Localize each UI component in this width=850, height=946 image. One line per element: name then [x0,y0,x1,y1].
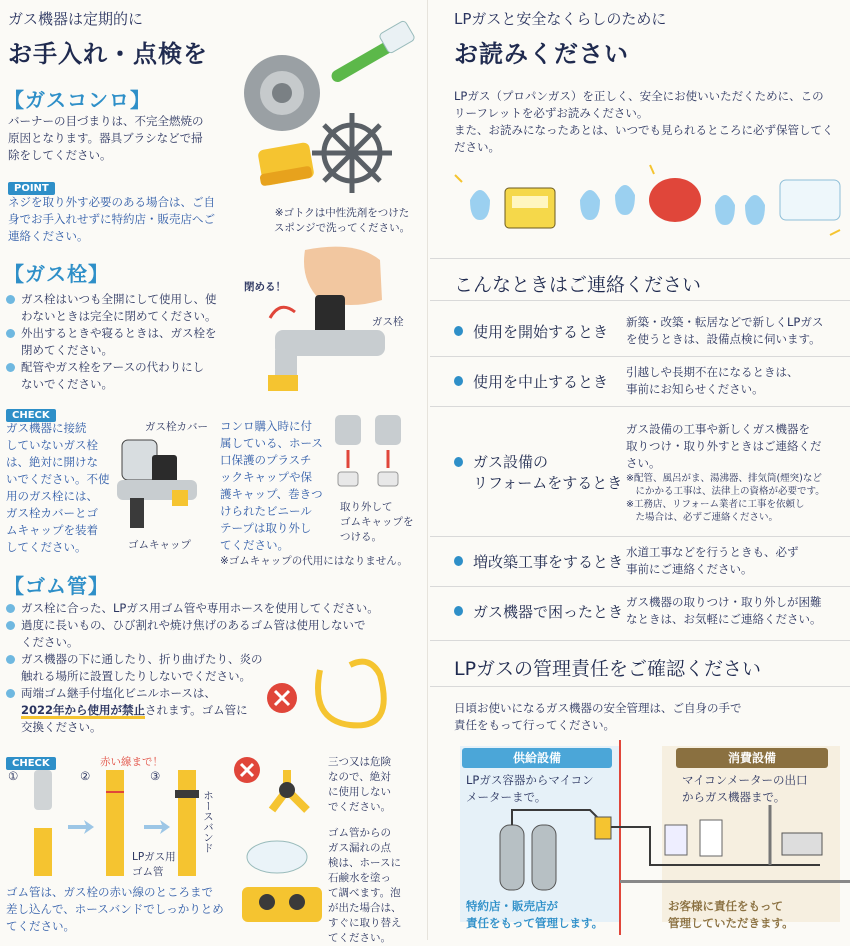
supply-footer-line: 特約店・販売店が [466,899,558,913]
gas-cylinder-icon [500,825,524,890]
supply-body [466,772,594,806]
gotoku-icon [312,113,392,193]
three-way-text [328,755,391,815]
cover-icon [122,440,157,480]
cap-text-line: ックキャップや保 [220,470,312,484]
consume-body-line: マイコンメーターの出口 [682,773,808,787]
point-badge [8,176,55,195]
right-column [430,0,850,940]
separator [430,300,850,301]
hose-icon [34,828,52,876]
consume-body-line: からガス機器まで。 [682,790,786,804]
gassen-bullets [6,291,256,393]
separator [430,356,850,357]
stove-icon [242,887,322,922]
supply-body-line: メーターまで。 [466,790,547,804]
check-line: いでください。不使 [6,472,110,486]
konro-body [8,113,248,164]
row-desc-line: さい。 [626,455,661,470]
ground-line [620,880,850,883]
cap-text-line: てください。 [220,538,289,552]
three-way-line: でください。 [328,801,391,813]
cap-swap-illustration [330,410,420,500]
bullet-text: ガス栓はいつも全開にして使用し、使 [21,292,217,306]
consume-footer-line: 管理していただきます。 [668,916,794,930]
section-title-konro: 【ガスコンロ】 [4,88,151,112]
remove-line: つける。 [340,531,382,543]
consume-footer-line: お客様に責任をもって [668,899,783,913]
three-way-line: に使用しない [328,786,391,798]
intro-line: LPガス（プロパンガス）を正しく、安全にお使いいただくために、この [454,89,824,103]
konro-body-line: バーナーの目づまりは、不完全燃焼の [8,114,204,128]
row-label [454,451,626,493]
check-line: していないガス栓 [6,438,98,452]
arrow-right-icon [68,820,94,834]
konro-body-line: 原因となります。器具ブラシなどで掃 [8,131,203,145]
konro-cap-text [220,418,330,554]
row-desc [626,421,825,524]
consume-head: 消費設備 [676,748,828,768]
check-line: ガス機器に接続 [6,421,87,435]
valve-knob-icon [315,295,345,335]
leak-line: 検は、ホースに [328,857,401,869]
check-text [6,420,116,556]
resp-intro [454,700,849,734]
resp-title: LPガスの管理責任をご確認ください [454,658,762,680]
row-desc-line: ガス機器の取りつけ・取り外しが困難 [626,595,822,609]
row-label-text: リフォームをするとき [473,474,623,492]
bullet-text: 閉めてください。 [21,343,113,357]
intro-line: リーフレットを必ずお読みください。 [454,106,649,120]
bullet-text: ガス機器の下に通したり、折り曲げたり、炎の [21,652,263,666]
soap-check-illustration [232,832,327,932]
supply-body-line: LPガス容器からマイコン [466,773,594,787]
row-label [454,371,626,392]
row-desc [626,594,822,628]
bullet-text: 両端ゴム継手付塩化ビニルホースは、 [21,686,216,700]
leak-line: ゴム管からの [328,827,391,839]
step-1: ① [8,769,19,783]
bullet-text: ないでください。 [21,377,113,391]
resp-intro-line: 責任をもって行ってください。 [454,718,615,732]
mascots-illustration [450,160,850,250]
ban-after: されます。ゴム管に [145,703,248,717]
water-heater-icon [665,825,687,855]
bullet-text: ガス栓に合った、LPガス用ゴム管や専用ホースを使用してください。 [21,601,379,615]
supply-footer [466,898,603,932]
bullet-text: ください。 [21,635,79,649]
ban-line2: 交換ください。 [21,720,102,734]
separator [430,258,850,259]
check-line: ムキャップを装着 [6,523,98,537]
hose-band-label: ホースバンド [202,790,214,853]
intro-line: また、お読みになったあとは、いつでも見られるところに必ず保管してく [454,123,834,137]
stove-icon [782,833,822,855]
arrow-right-icon [144,820,170,834]
separator [430,586,850,587]
row-label-text: 使用を中止するとき [473,372,609,391]
cap-text-line: 護キャップ、巻きつ [220,487,323,501]
rotate-arrow-icon [270,307,295,318]
banned-hose-illustration [260,650,420,740]
cap-text-line: 口保護のプラスチ [220,453,312,467]
boiler-icon [700,820,722,856]
three-way-line: 三つ又は危険 [328,756,391,768]
bath-mascot-icon [780,180,840,220]
check-line: ガス栓カバーとゴ [6,506,98,520]
row-desc-line: ガス設備の工事や新しくガス機器を [626,421,810,436]
red-line-label: 赤い線まで！ [100,756,163,768]
row-desc [626,544,799,578]
three-way-illustration [232,755,322,825]
consume-body [682,772,807,806]
lp-hose-label [132,850,176,880]
cap-label: ゴムキャップ [128,539,191,551]
section-title-gassen: 【ガス栓】 [4,262,109,286]
bottom-line: てください。 [6,919,75,933]
row-note-line: にかかる工事は、法律上の資格が必要です。 [626,485,825,497]
row-desc-line: 引越しや長期不在になるときは、 [626,365,799,379]
cover-label: ガス栓カバー [145,421,208,433]
bullet-item [6,600,421,617]
separator [430,640,850,641]
row-desc-line: を使うときは、設備点検に伺います。 [626,332,821,346]
hose-band-icon [175,790,199,798]
row-desc-line: 事前にご連絡ください。 [626,562,753,576]
konro-body-line: 除をしてください。 [8,148,112,162]
row-label [454,601,626,622]
leak-line: て調べます。泡 [328,887,401,899]
row-desc [626,364,799,398]
pipe-line [512,810,600,825]
row-label-text: 使用を開始するとき [473,322,609,341]
supply-head: 供給設備 [462,748,612,768]
column-divider [427,0,428,940]
pvc-hose-icon [318,662,384,726]
right-header-big: お読みください [454,40,629,68]
separator [430,536,850,537]
bullet-item [6,325,256,359]
row-desc-line: 事前にお知らせください。 [626,382,764,396]
row-note-line: ※配管、風呂がま、湯沸器、排気筒(煙突)など [626,472,822,484]
cap-note: ※ゴムキャップの代用にはなりません。 [220,555,408,567]
leak-line: が出た場合は、 [328,902,402,914]
three-way-line: なので、絶対 [328,771,391,783]
bullet-text: わないときは完全に閉めてください。 [21,309,217,323]
hose-bottom-text [6,884,236,935]
row-note-line: ※工務店、リフォーム業者に工事を依頼し [626,498,805,510]
row-desc-line: 水道工事などを行うときも、必ず [626,545,799,559]
bullet-item [6,291,256,325]
check-line: 用のガス栓には、 [6,489,98,503]
step-2: ② [80,769,91,783]
bullet-item [6,359,256,393]
contact-row [454,360,849,402]
row-desc-line: なときは、お気軽にご連絡ください。 [626,612,822,626]
note-line: ※ゴトクは中性洗剤をつけた [274,207,410,219]
left-column [0,0,425,944]
row-note-line: た場合は、必ずご連絡ください。 [626,511,779,523]
check-line: は、絶対に開けな [6,455,98,469]
note-line: スポンジで洗ってください。 [273,222,411,234]
leak-line: すぐに取り替え [328,917,402,929]
resp-intro-line: 日頃お使いになるガス機器の安全管理は、ご自身の手で [454,701,742,715]
gotoku-note [262,206,422,236]
pot-mascot-icon [649,178,701,222]
row-label-text: 増改築工事をするとき [473,552,624,571]
left-header-big: お手入れ・点検を [8,40,208,68]
intro-line: ださい。 [454,140,500,154]
remove-line: ゴムキャップを [340,516,414,528]
check-line: してください。 [6,540,87,554]
gassen-label: ガス栓 [372,316,404,328]
left-header-small: ガス機器は定期的に [8,10,144,28]
soap-icon [247,841,307,873]
ban-line [21,702,248,719]
point-line: 連絡ください。 [8,229,89,243]
point-line: 身でお手入れせずに特約店・販売店へご [8,212,215,226]
remove-line: 取り外して [340,501,393,513]
contact-row [454,590,849,632]
cap-text-line: 属している、ホース [220,436,323,450]
check-badge-label-2: CHECK [6,757,56,770]
cap-text-line: テープは取り外し [220,521,312,535]
cap-text-line: けられたビニール [220,504,312,518]
leak-line: てください。 [328,932,391,944]
contact-row [454,540,849,582]
close-label: 閉める！ [244,281,286,293]
leak-line: 石鹸水を塗っ [328,872,391,884]
bullet-text: 触れる場所に設置したりしないでください。 [21,669,251,683]
micom-meter-icon [595,817,611,839]
leak-text [328,826,402,946]
bullet-text: 過度に長いもの、ひび割れや焼け焦げのあるゴム管は使用しないで [21,618,366,632]
contact-row [454,412,849,532]
cap-icon [130,498,144,528]
point-line: ネジを取り外す必要のある場合は、ご自 [8,195,215,209]
row-label-text: ガス機器で困ったとき [473,602,624,621]
row-desc-line: 新築・改築・転居などで新しくLPガス [626,315,824,329]
lp-hose-line: ゴム管 [132,866,164,878]
supply-footer-line: 責任をもって管理します。 [466,916,604,930]
remove-label [340,500,414,545]
leak-line: ガス漏れの点 [328,842,391,854]
bullet-text: 配管やガス栓をアースの代わりにし [21,360,205,374]
gas-cylinder-icon [532,825,556,890]
check-badge-label: CHECK [6,409,56,422]
lp-hose-line: LPガス用 [132,851,176,863]
row-desc [626,314,823,348]
separator [430,406,850,407]
section-title-hose: 【ゴム管】 [4,574,109,598]
point-badge-label: POINT [8,182,55,195]
row-label [454,321,626,342]
cover-illustration [112,420,212,540]
intro-text [454,88,849,156]
row-label-text: ガス設備の [473,453,549,471]
contact-title: こんなときはご連絡ください [454,274,702,296]
bottom-line: ゴム管は、ガス栓の赤い線のところまで [6,885,213,899]
bullet-item [6,617,421,651]
cap-text-line: コンロ購入時に付 [220,419,312,433]
separator [430,686,850,687]
konro-illustration [232,18,417,216]
consume-footer [668,898,794,932]
right-header-small: LPガスと安全なくらしのために [454,10,667,28]
bottom-line: 差し込んで、ホースバンドでしっかりとめ [6,902,224,916]
contact-row [454,310,849,352]
row-desc-line: 取りつけ・取り外すときはご連絡くだ [626,438,822,453]
row-label [454,551,626,572]
point-text [8,194,258,245]
step-3: ③ [150,769,161,783]
ban-bold: 2022年から使用が禁止 [21,703,146,717]
bullet-text: 外出するときや寝るときは、ガス栓を [21,326,217,340]
hose-end-icon [335,415,361,445]
